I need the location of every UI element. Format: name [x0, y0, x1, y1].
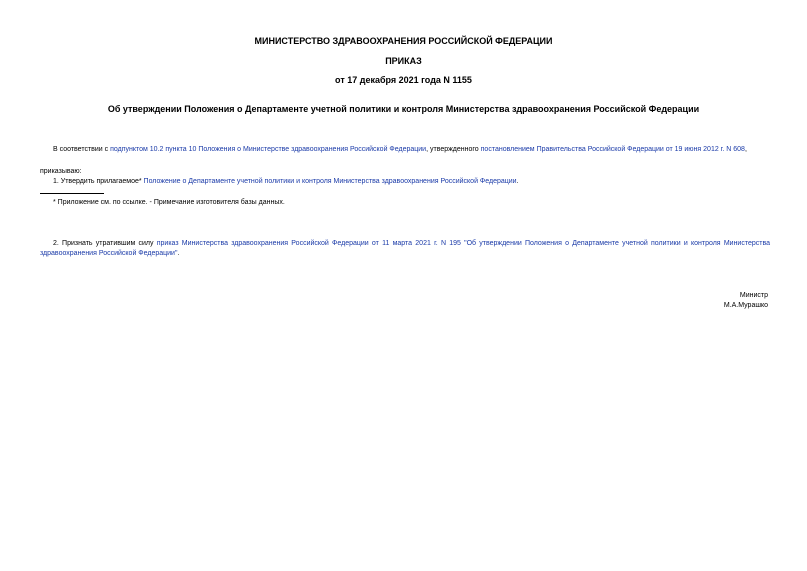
item-2-paragraph	[40, 239, 770, 259]
document-date-number: от 17 декабря 2021 года N 1155	[335, 75, 472, 85]
footnote-text: * Приложение см. по ссылке. - Примечание изготовителя базы данных.	[53, 199, 285, 206]
item-1-text-2: .	[516, 178, 519, 185]
link-government-decree[interactable]: постановлением Правительства Российской Федерации от 19 июня 2012 г. N 608	[480, 146, 745, 153]
item-1-paragraph	[53, 177, 519, 187]
order-word: приказываю:	[40, 168, 82, 175]
link-repealed-order[interactable]: приказ Министерства здравоохранения Российской Федерации от 11 марта 2021 г. N 195 "Об утверждении Положения о Департаменте учетной политики и контроля Министерства здравоохранения Российской Федерации"	[40, 240, 770, 257]
item-2-text-2: .	[177, 250, 180, 257]
preamble-text-2: , утвержденного	[426, 146, 481, 153]
item-1-text-1: 1. Утвердить прилагаемое*	[53, 178, 144, 185]
document-title: Об утверждении Положения о Департаменте учетной политики и контроля Министерства здравоохранения Российской Федерации	[107, 104, 700, 114]
item-2-text-1: 2. Признать утратившим силу	[53, 240, 157, 247]
preamble-paragraph	[53, 145, 747, 155]
ministry-heading: МИНИСТЕРСТВО ЗДРАВООХРАНЕНИЯ РОССИЙСКОЙ ФЕДЕРАЦИИ	[254, 36, 553, 46]
signature-name: М.А.Мурашко	[723, 302, 768, 309]
preamble-text-1: В соответствии с	[53, 146, 111, 153]
link-department-regulation[interactable]: Положение о Департаменте учетной политики и контроля Министерства здравоохранения Российской Федерации	[143, 178, 517, 185]
preamble-text-3: ,	[744, 146, 747, 153]
signature-position: Министр	[739, 292, 768, 299]
document-type: ПРИКАЗ	[385, 56, 422, 66]
link-regulation-subpoint[interactable]: подпунктом 10.2 пункта 10 Положения о Министерстве здравоохранения Российской Федерации	[110, 146, 427, 153]
footnote-divider	[40, 193, 104, 194]
